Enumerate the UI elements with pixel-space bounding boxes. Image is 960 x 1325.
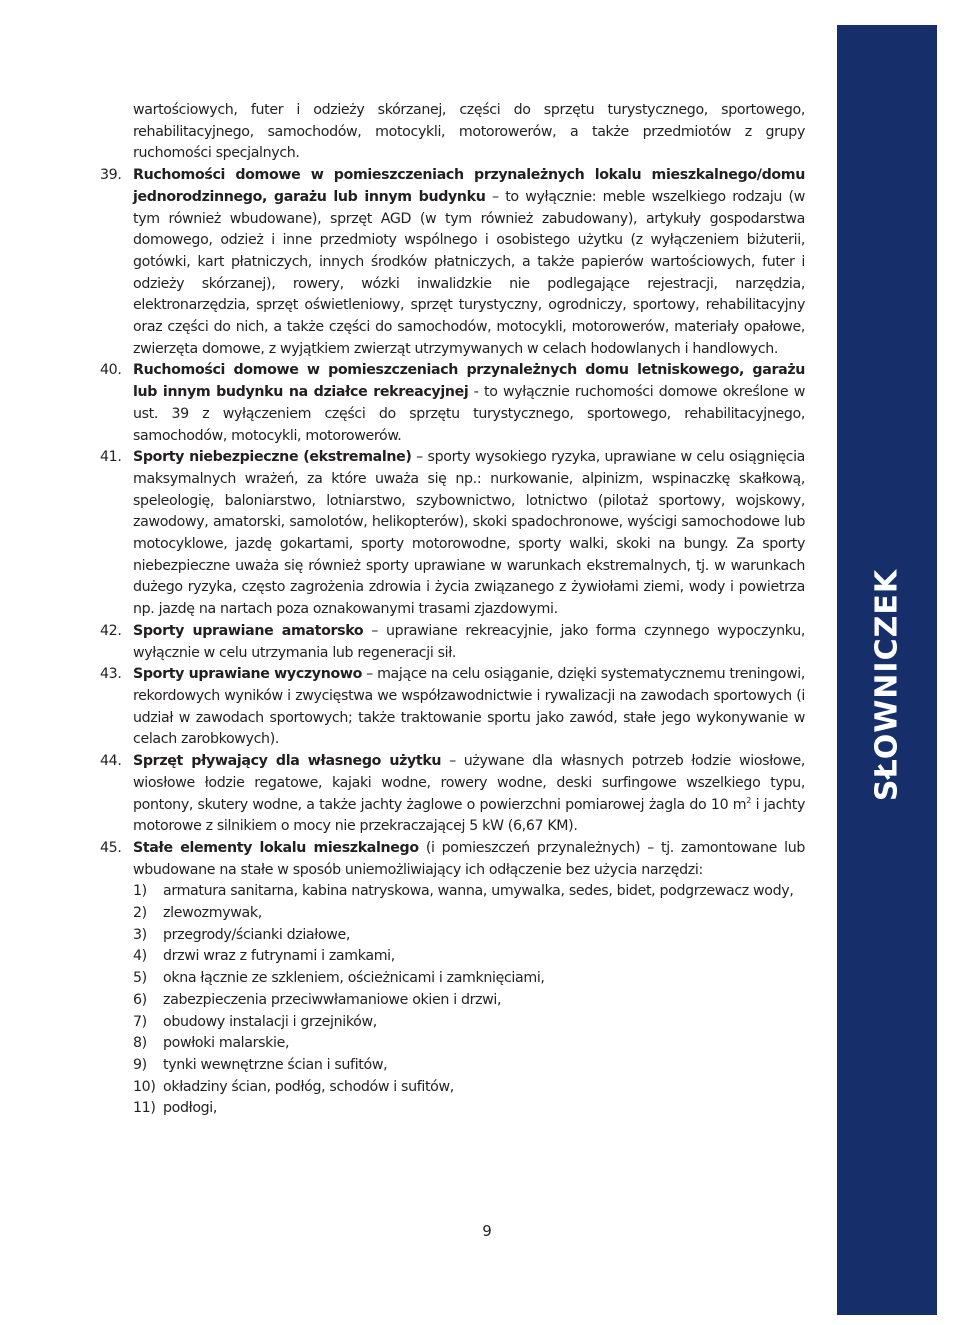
glossary-entry-42: 42. Sporty uprawiane amatorsko – uprawiane rekreacyjnie, jako forma czynnego wypoczynku, wyłącznie w celu utrzymania lub regeneracji sił. <box>100 622 805 661</box>
list-item <box>133 1012 805 1034</box>
list-item <box>133 881 805 903</box>
list-item <box>133 990 805 1012</box>
list-item <box>133 1077 805 1099</box>
list-item-number: 4) <box>133 948 147 965</box>
entry-definition-continued: i jachty motorowe z silnikiem o mocy nie przekraczającej 5 kW (6,67 KM). <box>133 796 805 835</box>
list-item-text: powłoki malarskie, <box>163 1035 290 1052</box>
list-item <box>133 903 805 925</box>
glossary-entry-39: 39. Ruchomości domowe w pomieszczeniach przynależnych lokalu mieszkalnego/domu jednorodzinnego, garażu lub innym budynku – to wyłącznie: meble wszelkiego rodzaju (w tym również wbudowane), sprzęt AGD (w tym również zabudowany), artykuły gospodarstwa domowego, odzież i inne przedmioty wspólnego i osobistego użytku (z wyłączeniem biżuterii, gotówki, kart płatniczych, innych środków płatniczych, a także papierów wartościowych, futer i odzieży skórzanej), rowery, wózki inwalidzkie nie podlegające rejestracji, narzędzia, elektronarzędzia, sprzęt oświetleniowy, sprzęt turystyczny, ogrodniczy, sportowy, rehabilitacyjny oraz części do nich, a także części do samochodów, motocykli, motorowerów, materiały opałowe, zwierzęta domowe, z wyjątkiem zwierząt utrzymywanych w celach hodowlanych i handlowych. <box>100 167 805 357</box>
list-item-number: 11) <box>133 1100 156 1117</box>
list-item-number: 9) <box>133 1056 147 1073</box>
entry-definition: (i pomieszczeń przynależnych) – tj. zamontowane lub wbudowane na stałe w sposób uniemożliwiający ich odłączenie bez użycia narzędzi: <box>133 839 805 878</box>
glossary-entry-43: 43. Sporty uprawiane wyczynowo – mające na celu osiąganie, dzięki systematycznemu treningowi, rekordowych wyników i zwycięstwa we współzawodnictwie i rywalizacji na zawodach sportowych (i udział w zawodach sportowych; także traktowanie sportu jako zawód, stałe jego wykonywanie w celach zarobkowych). <box>100 666 806 748</box>
entry-term: Ruchomości domowe w pomieszczeniach przynależnych lokalu mieszkalnego/domu jednorodzinnego, garażu lub innym budynku <box>133 167 805 205</box>
list-item-number: 3) <box>133 926 147 943</box>
fixtures-list <box>133 881 805 1120</box>
entry-term: Stałe elementy lokalu mieszkalnego <box>133 839 419 856</box>
list-item <box>133 925 805 947</box>
list-item-text: przegrody/ścianki działowe, <box>163 926 351 943</box>
list-item <box>133 1033 805 1055</box>
section-label: SŁOWNICZEK <box>869 568 905 802</box>
entry-definition: – uprawiane rekreacyjnie, jako forma czynnego wypoczynku, wyłącznie w celu utrzymania lub regeneracji sił. <box>133 622 805 661</box>
entry-term: Sporty niebezpieczne (ekstremalne) <box>133 449 412 466</box>
list-item-number: 6) <box>133 991 147 1008</box>
list-item-text: okna łącznie ze szkleniem, ościeżnicami i zamknięciami, <box>163 970 545 987</box>
list-item <box>133 1055 805 1077</box>
side-section-tab <box>837 25 937 1315</box>
list-item-text: podłogi, <box>163 1100 218 1117</box>
glossary-entry-40: 40. Ruchomości domowe w pomieszczeniach przynależnych domu letniskowego, garażu lub innym budynku na działce rekreacyjnej - to wyłącznie ruchomości domowe określone w ust. 39 z wyłączeniem części do sprzętu turystycznego, sportowego, rehabilitacyjnego, samochodów, motocykli, motorowerów. <box>100 362 805 444</box>
entry-term: Sporty uprawiane wyczynowo <box>133 666 362 683</box>
glossary-entry-45: 45. Stałe elementy lokalu mieszkalnego (i pomieszczeń przynależnych) – tj. zamontowane lub wbudowane na stałe w sposób uniemożliwiający ich odłączenie bez użycia narzędzi: 1) armatura sanitarna, kabina natryskowa, wanna, umywalka, sedes, bidet, podgrzewacz wody, 2) zlewozmywak, 3) przegrody/ścianki działowe, 4) drzwi wraz z futrynami i zamkami, 5) okna łącznie ze szkleniem, ościeżnicami i zamknięciami, 6) zabezpieczenia przeciwwłamaniowe okien i drzwi, 7) obudowy instalacji i grzejników, 8) powłoki malarskie, 9) tynki wewnętrzne ścian i sufitów, 10) okładziny ścian, podłóg, schodów i sufitów, 11) podłogi, <box>133 838 805 1120</box>
entry-term: Sprzęt pływający dla własnego użytku <box>133 753 442 770</box>
glossary-content <box>100 100 806 1120</box>
page-number: 9 <box>482 1222 492 1240</box>
list-item <box>133 968 805 990</box>
entry-term: Ruchomości domowe w pomieszczeniach przynależnych domu letniskowego, garażu lub innym budynku na działce rekreacyjnej <box>133 362 805 401</box>
list-item-number: 5) <box>133 970 147 987</box>
list-item-number: 7) <box>133 1013 147 1030</box>
list-item-number: 10) <box>133 1078 156 1095</box>
entry-definition: - to wyłącznie ruchomości domowe określone w ust. 39 z wyłączeniem części do sprzętu turystycznego, sportowego, rehabilitacyjnego, samochodów, motocykli, motorowerów. <box>133 384 805 444</box>
entry-definition: – sporty wysokiego ryzyka, uprawiane w celu osiągnięcia maksymalnych wrażeń, za które uważa się np.: nurkowanie, alpinizm, wspinaczkę skałkową, speleologię, baloniarstwo, lotniarstwo, szybownictwo, lotnictwo (pilotaż sportowy, wojskowy, zawodowy, amatorski, samolotów, helikopterów), skoki spadochronowe, wyścigi samochodowe lub motocyklowe, jazdę gokartami, sporty motorowodne, sporty walki, skoki na bungy. Za sporty niebezpieczne uważa się również sporty uprawiane w warunkach ekstremalnych, tj. w warunkach dużego ryzyka, często zagrożenia zdrowia i życia związanego z żywiołami ziemi, wody i powietrza np. jazdę na nartach poza oznakowanymi trasami zjazdowymi. <box>133 449 805 618</box>
intro-paragraph: wartościowych, futer i odzieży skórzanej, części do sprzętu turystycznego, sportowego, rehabilitacyjnego, samochodów, motocykli, motorowerów, a także przedmiotów z grupy ruchomości specjalnych. <box>133 102 805 162</box>
entry-definition: – to wyłącznie: meble wszelkiego rodzaju (w tym również wbudowane), sprzęt AGD (w tym również zabudowany), artykuły gospodarstwa domowego, odzież i inne przedmioty wspólnego i osobistego użytku (z wyłączeniem biżuterii, gotówki, kart płatniczych, innych środków płatniczych, a także papierów wartościowych, futer i odzieży skórzanej), rowery, wózki inwalidzkie nie podlegające rejestracji, narzędzia, elektronarzędzia, sprzęt oświetleniowy, sprzęt turystyczny, ogrodniczy, sportowy, rehabilitacyjny oraz części do nich, a także części do samochodów, motocykli, motorowerów, materiały opałowe, zwierzęta domowe, z wyjątkiem zwierząt utrzymywanych w celach hodowlanych i handlowych. <box>133 188 805 357</box>
list-item-text: obudowy instalacji i grzejników, <box>163 1013 377 1030</box>
list-item-number: 8) <box>133 1035 147 1052</box>
list-item-text: armatura sanitarna, kabina natryskowa, wanna, umywalka, sedes, bidet, podgrzewacz wody, <box>163 883 794 900</box>
entry-term: Sporty uprawiane amatorsko <box>133 622 364 639</box>
list-item-text: okładziny ścian, podłóg, schodów i sufitów, <box>163 1078 454 1095</box>
list-item-text: tynki wewnętrzne ścian i sufitów, <box>163 1056 388 1073</box>
list-item-number: 2) <box>133 905 147 922</box>
glossary-entry-44: 44. Sprzęt pływający dla własnego użytku – używane dla własnych potrzeb łodzie wiosłowe, wiosłowe łodzie regatowe, kajaki wodne, rowery wodne, deski surfingowe wszelkiego typu, pontony, skutery wodne, a także jachty żaglowe o powierzchni pomiarowej żagla do 10 $m^2$ i jachty motorowe z silnikiem o mocy nie przekraczającej 5 kW (6,67 KM). <box>100 753 805 835</box>
list-item-text: drzwi wraz z futrynami i zamkami, <box>163 948 395 965</box>
list-item-text: zlewozmywak, <box>163 905 262 922</box>
list-item <box>133 946 805 968</box>
list-item <box>133 1098 805 1120</box>
glossary-entry-41: 41. Sporty niebezpieczne (ekstremalne) – sporty wysokiego ryzyka, uprawiane w celu osiągnięcia maksymalnych wrażeń, za które uważa się np.: nurkowanie, alpinizm, wspinaczkę skałkową, speleologię, baloniarstwo, lotniarstwo, szybownictwo, lotnictwo (pilotaż sportowy, wojskowy, zawodowy, amatorski, samolotów, helikopterów), skoki spadochronowe, wyścigi samochodowe lub motocyklowe, jazdę gokartami, sporty motorowodne, sporty walki, skoki na bungy. Za sporty niebezpieczne uważa się również sporty uprawiane w warunkach ekstremalnych, tj. w warunkach dużego ryzyka, często zagrożenia zdrowia i życia związanego z żywiołami ziemi, wody i powietrza np. jazdę na nartach poza oznakowanymi trasami zjazdowymi. <box>100 449 805 618</box>
entry-definition: – używane dla własnych potrzeb łodzie wiosłowe, wiosłowe łodzie regatowe, kajaki wodne, rowery wodne, deski surfingowe wszelkiego typu, pontony, skutery wodne, a także jachty żaglowe o powierzchni pomiarowej żagla do 10 m <box>133 753 805 813</box>
list-item-text: zabezpieczenia przeciwwłamaniowe okien i drzwi, <box>163 991 502 1008</box>
entry-definition: – mające na celu osiąganie, dzięki systematycznemu treningowi, rekordowych wyników i zwycięstwa we współzawodnictwie i rywalizacji na zawodach sportowych (i udział w zawodach sportowych; także traktowanie sportu jako zawód, stałe jego wykonywanie w celach zarobkowych). <box>133 666 806 748</box>
list-item-number: 1) <box>133 883 147 900</box>
superscript: 2 <box>746 795 752 805</box>
